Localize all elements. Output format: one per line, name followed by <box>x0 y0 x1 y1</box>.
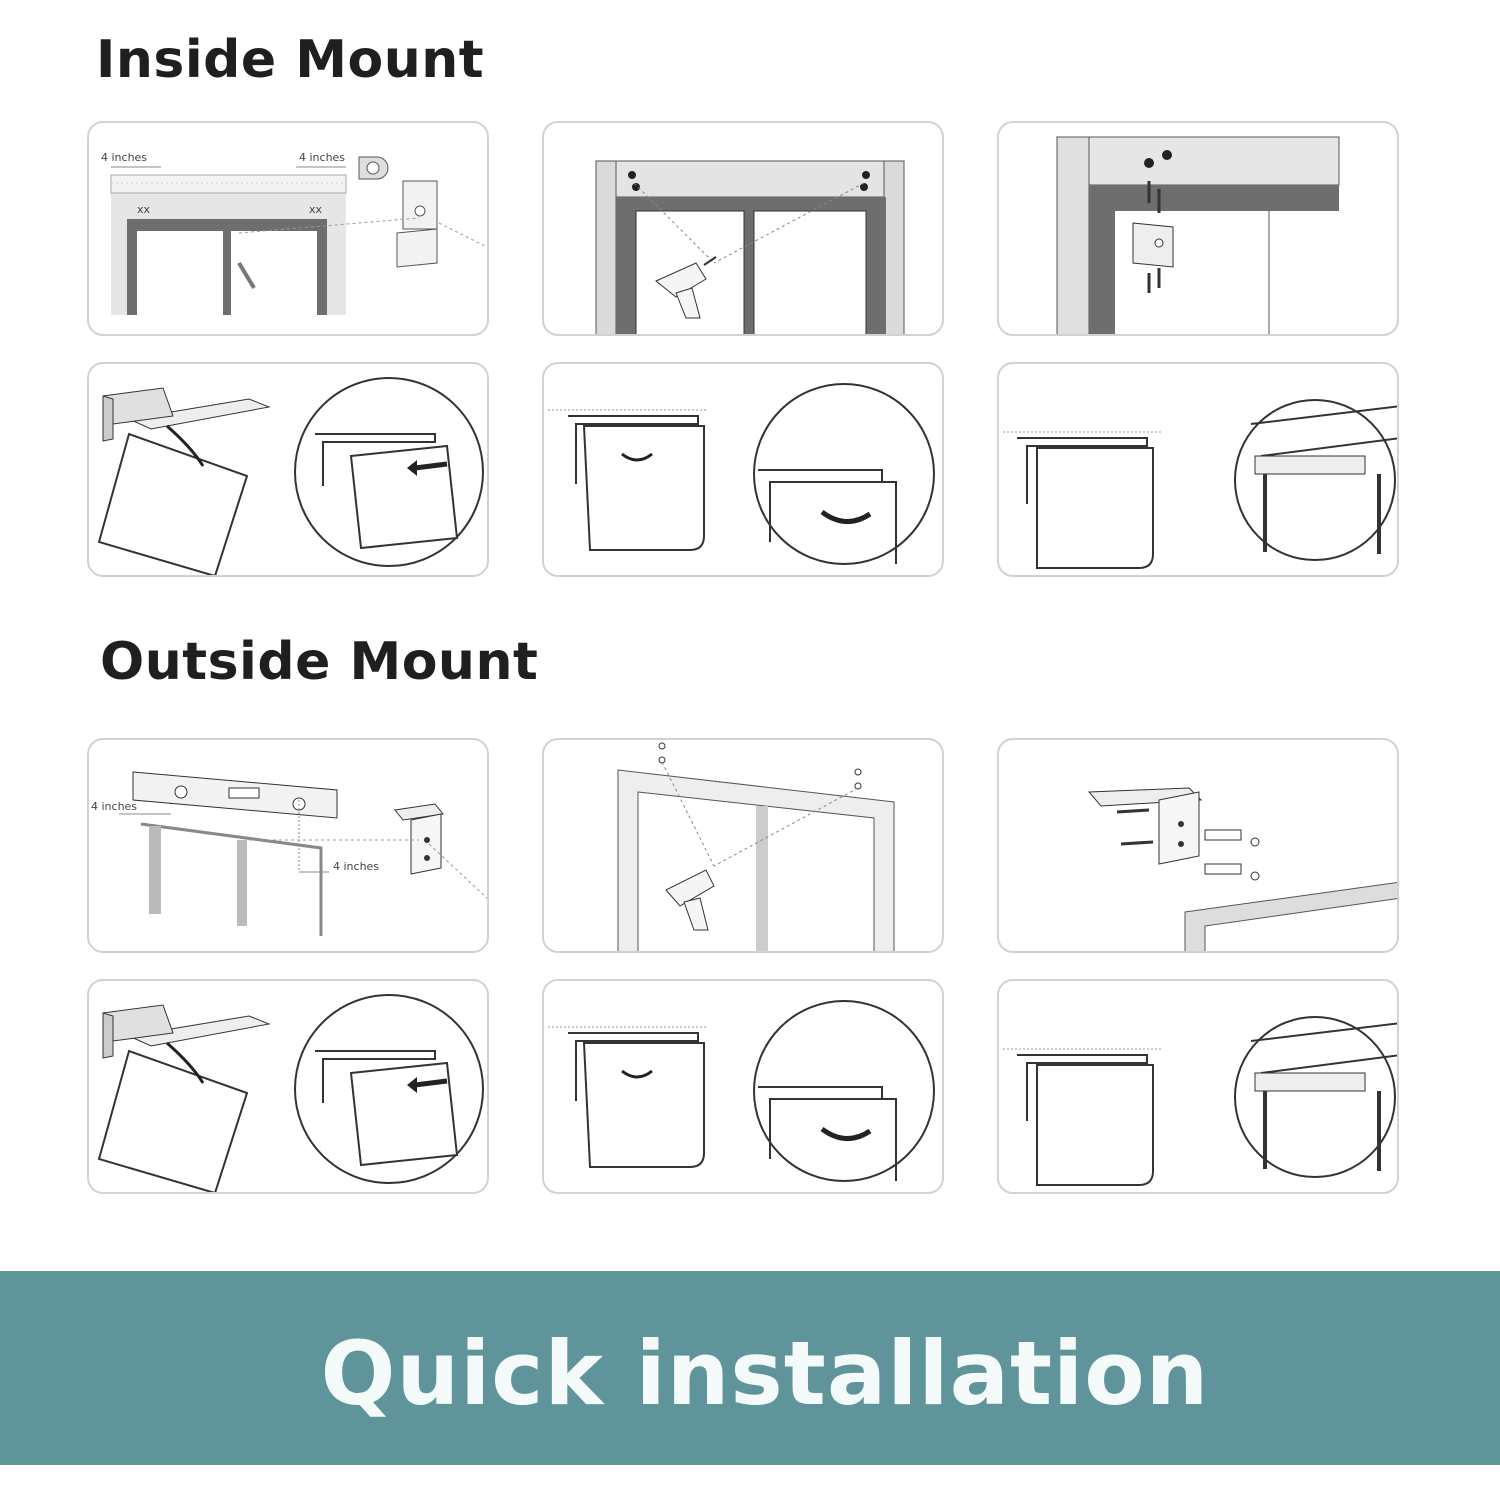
installed-valance-diagram <box>999 364 1399 577</box>
screw-bracket-diagram <box>999 123 1399 336</box>
measure-label-right: 4 inches <box>333 860 380 873</box>
outside-step-measure-panel <box>87 738 489 953</box>
inside-mount-title: Inside Mount <box>96 30 485 90</box>
banner-text: Quick installation <box>320 1322 1210 1425</box>
tape-measure-icon <box>359 157 388 179</box>
outside-step-done-panel <box>997 979 1399 1194</box>
measure-label-left: 4 inches <box>101 151 148 164</box>
bracket-icon <box>103 1005 173 1058</box>
level-icon <box>133 772 337 818</box>
svg-text:xx: xx <box>137 203 151 216</box>
anchor-bracket-diagram <box>999 740 1399 953</box>
outside-step-anchor-panel <box>997 738 1399 953</box>
outside-mount-title: Outside Mount <box>100 632 539 692</box>
inside-step-hook-panel <box>87 362 489 577</box>
measure-bracket-diagram <box>89 123 489 336</box>
inside-step-rotate-panel <box>542 362 944 577</box>
bracket-icon <box>397 181 437 267</box>
rotate-valance-outside-diagram <box>544 981 944 1194</box>
level-bracket-diagram <box>89 740 489 953</box>
hook-valance-diagram <box>89 364 489 577</box>
rotate-valance-diagram <box>544 364 944 577</box>
inside-step-screw-panel <box>997 121 1399 336</box>
drill-window-diagram <box>544 123 944 336</box>
bracket-icon <box>103 388 173 441</box>
drill-outside-diagram <box>544 740 944 953</box>
bracket-icon <box>1089 788 1201 864</box>
bracket-icon <box>395 804 443 874</box>
screw-icon <box>1117 810 1153 844</box>
outside-step-rotate-panel <box>542 979 944 1194</box>
outside-step-hook-panel <box>87 979 489 1194</box>
anchor-icon <box>1205 830 1259 880</box>
svg-text:xx: xx <box>309 203 323 216</box>
inside-step-drill-panel <box>542 121 944 336</box>
bracket-icon <box>1133 223 1173 267</box>
measure-label-right: 4 inches <box>299 151 346 164</box>
inside-step-measure-panel <box>87 121 489 336</box>
outside-step-drill-panel <box>542 738 944 953</box>
measure-label-left: 4 inches <box>91 800 138 813</box>
inside-step-done-panel <box>997 362 1399 577</box>
hook-valance-outside-diagram <box>89 981 489 1194</box>
installed-valance-outside-diagram <box>999 981 1399 1194</box>
